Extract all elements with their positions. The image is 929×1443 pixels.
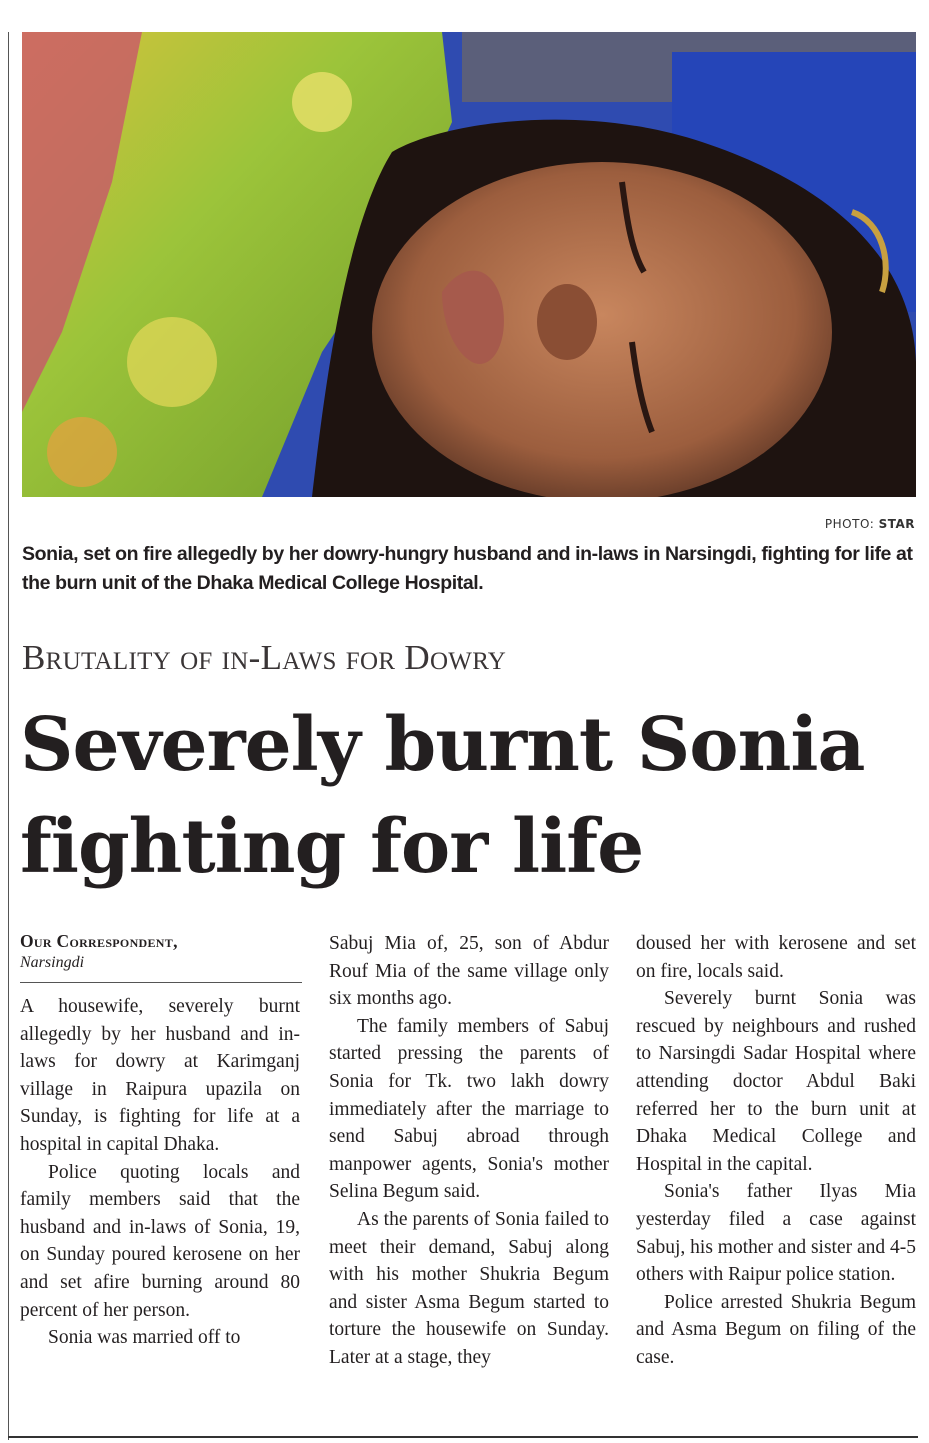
article-column-2 [329,930,609,1372]
paragraph: Sabuj Mia of, 25, son of Abdur Rouf Mia of the same village only six months ago. [329,933,609,1010]
news-photo [22,32,916,497]
byline-place: Narsingdi [20,954,85,971]
bottom-rule [8,1436,918,1438]
paragraph: The family members of Sabuj started pressing the parents of Sonia for Tk. two lakh dowry immediately after the marriage to send Sabuj abroad through manpower agents, Sonia's mother Selina Begum said. [329,1015,609,1203]
photo-caption: Sonia, set on fire allegedly by her dowry-hungry husband and in-laws in Narsingdi, fighting for life at the burn unit of the Dhaka Medical College Hospital. [22,543,913,594]
paragraph: As the parents of Sonia failed to meet their demand, Sabuj along with his mother Shukria Begum and sister Asma Begum started to torture the housewife on Sunday. Later at a stage, they [329,1208,609,1368]
photo-credit [825,517,915,531]
paragraph: Severely burnt Sonia was rescued by neighbours and rushed to Narsingdi Sadar Hospital where attending doctor Abdul Baki referred her to the burn unit at Dhaka Medical College and Hospital in the capital. [636,988,916,1175]
byline-rule [20,982,302,983]
photo-credit-source: STAR [878,517,915,531]
left-column-rule [8,32,9,1440]
main-headline: Severely burnt Sonia fighting for life [20,702,865,890]
article-column-1 [20,930,300,1352]
article-column-3 [636,930,916,1372]
kicker-headline: Brutality of in-Laws for Dowry [22,638,507,677]
paragraph: Sonia was married off to [48,1327,241,1349]
paragraph: Police arrested Shukria Begum and Asma Begum on filing of the case. [636,1291,916,1368]
paragraph: Police quoting locals and family members said that the husband and in-laws of Sonia, 19, on Sunday poured kerosene on her and set afire burning around 80 percent of her person. [20,1161,300,1321]
photo-illustration [22,32,916,497]
paragraph: doused her with kerosene and set on fire, locals said. [636,933,916,982]
paragraph: A housewife, severely burnt allegedly by her husband and in-laws for dowry at Karimganj village in Raipura upazila on Sunday, is fighting for life at a hospital in capital Dhaka. [20,996,300,1155]
byline-author: Our Correspondent, [20,931,178,951]
photo-credit-label: PHOTO: [824,517,875,531]
paragraph: Sonia's father Ilyas Mia yesterday filed a case against Sabuj, his mother and sister and 4-5 others with Raipur police station. [636,1181,916,1286]
